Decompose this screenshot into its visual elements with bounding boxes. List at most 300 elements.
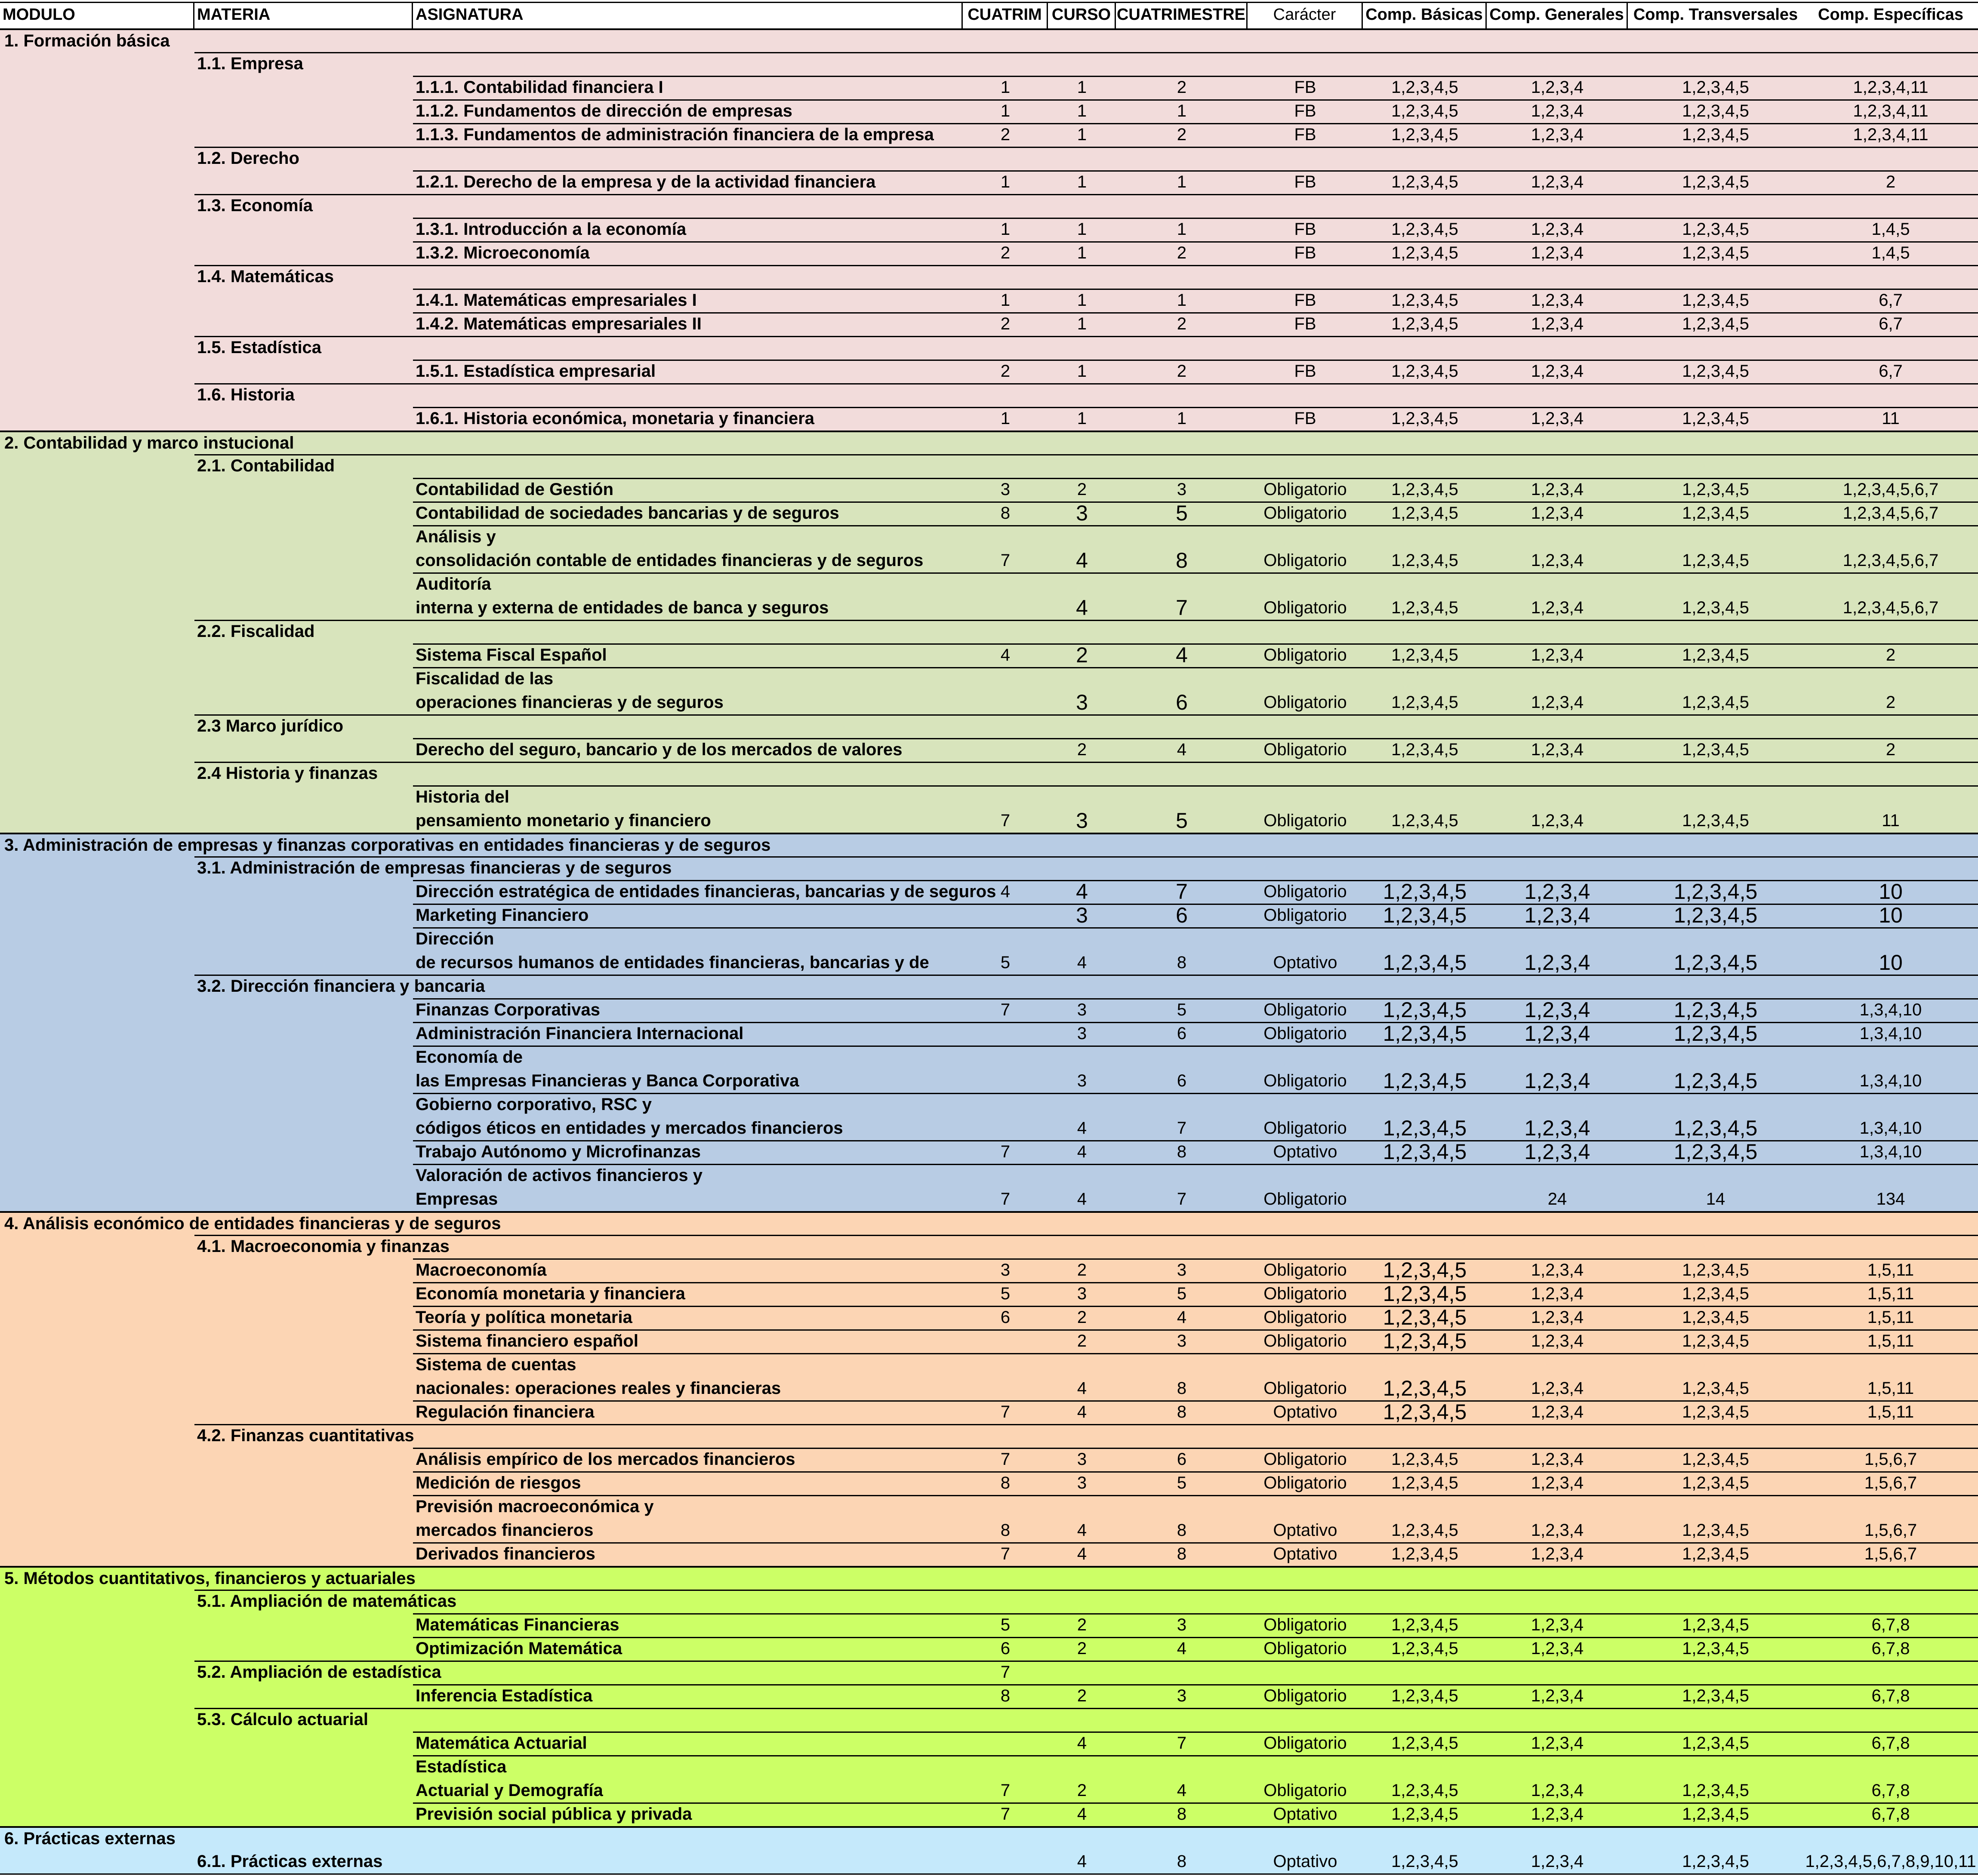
- cell-caracter[interactable]: FB: [1294, 243, 1316, 262]
- cell-cuatrim[interactable]: 2: [1000, 362, 1011, 381]
- cell-generales[interactable]: 1,2,3,4: [1531, 1544, 1584, 1563]
- cell-especificas[interactable]: 1,2,3,4,11: [1853, 101, 1929, 120]
- cell-curso[interactable]: 4: [1077, 1190, 1087, 1209]
- cell-especificas[interactable]: 2: [1886, 740, 1896, 759]
- col-cuatrimestre[interactable]: CUATRIMESTRE: [1116, 3, 1248, 30]
- col-cuatrim[interactable]: CUATRIM: [963, 3, 1048, 30]
- cell-cuatrim[interactable]: [963, 1116, 1048, 1140]
- cell-generales[interactable]: 1,2,3,4: [1531, 740, 1584, 759]
- cell-transversales[interactable]: 1,2,3,4,5: [1682, 314, 1749, 333]
- cell-caracter[interactable]: Obligatorio: [1263, 1686, 1347, 1705]
- cell-cuatrimestre[interactable]: 8: [1177, 1852, 1187, 1871]
- cell-basicas[interactable]: 1,2,3,4,5: [1391, 1686, 1458, 1705]
- cell-generales[interactable]: 1,2,3,4: [1531, 362, 1584, 381]
- cell-especificas[interactable]: 1,5,6,7: [1864, 1544, 1917, 1563]
- cell-cuatrimestre[interactable]: 2: [1177, 362, 1187, 381]
- cell-curso[interactable]: 1: [1077, 409, 1087, 428]
- cell-cuatrim[interactable]: 7: [1000, 1190, 1011, 1209]
- col-curso[interactable]: CURSO: [1048, 3, 1116, 30]
- cell-transversales[interactable]: 1,2,3,4,5: [1682, 243, 1749, 262]
- cell-basicas[interactable]: 1,2,3,4,5: [1391, 598, 1458, 617]
- cell-especificas[interactable]: 10: [1879, 950, 1903, 975]
- cell-cuatrim[interactable]: 7: [1000, 1544, 1011, 1563]
- cell-cuatrimestre[interactable]: 7: [1177, 1119, 1187, 1138]
- cell-basicas[interactable]: 1,2,3,4,5: [1391, 693, 1458, 712]
- cell-curso[interactable]: 1: [1077, 78, 1087, 97]
- cell-cuatrimestre[interactable]: 1: [1177, 101, 1187, 120]
- cell-cuatrimestre[interactable]: 4: [1177, 1639, 1187, 1658]
- cell-generales[interactable]: 1,2,3,4: [1531, 1615, 1584, 1634]
- cell-curso[interactable]: 3: [1077, 1000, 1087, 1019]
- cell-cuatrimestre[interactable]: 7: [1177, 1190, 1187, 1209]
- cell-curso[interactable]: 1: [1077, 220, 1087, 239]
- cell-caracter[interactable]: Optativo: [1273, 1805, 1337, 1824]
- cell-curso[interactable]: 4: [1077, 1734, 1087, 1753]
- cell-basicas[interactable]: 1,2,3,4,5: [1391, 1544, 1458, 1563]
- cell-caracter[interactable]: FB: [1294, 409, 1316, 428]
- cell-transversales[interactable]: 1,2,3,4,5: [1673, 1116, 1758, 1140]
- cell-generales[interactable]: 1,2,3,4: [1524, 1069, 1590, 1093]
- cell-cuatrim[interactable]: 2: [1000, 314, 1011, 333]
- cell-basicas[interactable]: 1,2,3,4,5: [1391, 740, 1458, 759]
- cell-curso[interactable]: 2: [1077, 1332, 1087, 1350]
- cell-cuatrimestre[interactable]: 1: [1177, 409, 1187, 428]
- cell-transversales[interactable]: 1,2,3,4,5: [1682, 172, 1749, 191]
- cell-transversales[interactable]: 1,2,3,4,5: [1673, 950, 1758, 975]
- cell-cuatrim[interactable]: [963, 1329, 1048, 1353]
- cell-caracter[interactable]: Obligatorio: [1263, 551, 1347, 570]
- cell-cuatrimestre[interactable]: 3: [1177, 480, 1187, 499]
- cell-basicas[interactable]: 1,2,3,4,5: [1391, 314, 1458, 333]
- cell-transversales[interactable]: 1,2,3,4,5: [1673, 880, 1758, 904]
- cell-cuatrimestre[interactable]: 7: [1177, 1734, 1187, 1753]
- cell-cuatrim[interactable]: 7: [1000, 1402, 1011, 1421]
- cell-curso[interactable]: 1: [1077, 314, 1087, 333]
- cell-cuatrim[interactable]: 3: [1000, 480, 1011, 499]
- cell-cuatrim[interactable]: 1: [1000, 291, 1011, 310]
- cell-curso[interactable]: 4: [1077, 1402, 1087, 1421]
- cell-especificas[interactable]: 6,7,8: [1871, 1686, 1910, 1705]
- cell-especificas[interactable]: 1,2,3,4,11: [1853, 78, 1929, 97]
- cell-generales[interactable]: 1,2,3,4: [1531, 243, 1584, 262]
- cell-curso[interactable]: 3: [1076, 501, 1088, 525]
- cell-caracter[interactable]: Obligatorio: [1263, 1000, 1347, 1019]
- cell-cuatrimestre[interactable]: 6: [1177, 1024, 1187, 1043]
- cell-generales[interactable]: 1,2,3,4: [1531, 1805, 1584, 1824]
- cell-transversales[interactable]: 1,2,3,4,5: [1682, 409, 1749, 428]
- cell-transversales[interactable]: 1,2,3,4,5: [1682, 1852, 1749, 1871]
- cell-caracter[interactable]: Obligatorio: [1263, 1071, 1347, 1090]
- cell-generales[interactable]: 1,2,3,4: [1531, 1639, 1584, 1658]
- cell-especificas[interactable]: 1,5,6,7: [1864, 1473, 1917, 1492]
- cell-transversales[interactable]: 1,2,3,4,5: [1682, 1332, 1749, 1350]
- cell-basicas[interactable]: 1,2,3,4,5: [1391, 1639, 1458, 1658]
- cell-transversales[interactable]: 1,2,3,4,5: [1682, 1450, 1749, 1469]
- cell-caracter[interactable]: Obligatorio: [1263, 1639, 1347, 1658]
- cell-cuatrimestre[interactable]: 4: [1177, 740, 1187, 759]
- cell-especificas[interactable]: 6,7: [1879, 291, 1903, 310]
- cell-basicas[interactable]: 1,2,3,4,5: [1383, 1282, 1467, 1306]
- cell-cuatrim[interactable]: 8: [1000, 504, 1011, 523]
- cell-generales[interactable]: 1,2,3,4: [1531, 1379, 1584, 1398]
- cell-generales[interactable]: 1,2,3,4: [1531, 693, 1584, 712]
- col-modulo[interactable]: MODULO: [0, 3, 194, 30]
- cell-transversales[interactable]: 1,2,3,4,5: [1673, 1021, 1758, 1046]
- cell-curso[interactable]: 1: [1077, 362, 1087, 381]
- cell-transversales[interactable]: 1,2,3,4,5: [1682, 1379, 1749, 1398]
- cell-cuatrim[interactable]: 5: [1000, 953, 1011, 972]
- cell-basicas[interactable]: 1,2,3,4,5: [1383, 1305, 1467, 1329]
- cell-caracter[interactable]: Obligatorio: [1263, 1734, 1347, 1753]
- cell-especificas[interactable]: 1,5,11: [1867, 1284, 1914, 1303]
- cell-cuatrim[interactable]: 4: [1000, 882, 1011, 901]
- cell-cuatrimestre[interactable]: 6: [1177, 1071, 1187, 1090]
- cell-caracter[interactable]: Optativo: [1273, 1402, 1337, 1421]
- cell-basicas[interactable]: 1,2,3,4,5: [1383, 1400, 1467, 1424]
- cell-generales[interactable]: 24: [1547, 1190, 1567, 1209]
- cell-cuatrim[interactable]: 7: [1000, 1142, 1011, 1161]
- cell-caracter[interactable]: Optativo: [1273, 1544, 1337, 1563]
- cell-cuatrim[interactable]: 1: [1000, 409, 1011, 428]
- cell-curso[interactable]: 4: [1077, 1119, 1087, 1138]
- cell-generales[interactable]: 1,2,3,4: [1531, 1284, 1584, 1303]
- cell-transversales[interactable]: 1,2,3,4,5: [1682, 598, 1749, 617]
- cell-transversales[interactable]: 1,2,3,4,5: [1682, 811, 1749, 830]
- cell-especificas[interactable]: 6,7: [1879, 314, 1903, 333]
- cell-generales[interactable]: 1,2,3,4: [1531, 1852, 1584, 1871]
- cell-caracter[interactable]: Obligatorio: [1263, 1308, 1347, 1327]
- cell-especificas[interactable]: 1,2,3,4,5,6,7: [1842, 504, 1939, 523]
- cell-cuatrim[interactable]: 2: [1000, 125, 1011, 144]
- cell-especificas[interactable]: 6,7,8: [1871, 1781, 1910, 1800]
- cell-especificas[interactable]: 1,5,6,7: [1864, 1450, 1917, 1469]
- cell-basicas[interactable]: [1363, 1187, 1487, 1211]
- cell-transversales[interactable]: 1,2,3,4,5: [1673, 903, 1758, 927]
- cell-cuatrim[interactable]: 7: [1000, 1450, 1011, 1469]
- cell-cuatrimestre[interactable]: 1: [1177, 220, 1187, 239]
- cell-generales[interactable]: 1,2,3,4: [1531, 1521, 1584, 1540]
- cell-curso[interactable]: 3: [1076, 809, 1088, 833]
- cell-generales[interactable]: 1,2,3,4: [1531, 220, 1584, 239]
- cell-especificas[interactable]: 1,3,4,10: [1859, 1142, 1922, 1161]
- cell-cuatrimestre[interactable]: 6: [1176, 690, 1188, 714]
- cell-caracter[interactable]: Obligatorio: [1263, 1119, 1347, 1138]
- cell-generales[interactable]: 1,2,3,4: [1531, 1686, 1584, 1705]
- cell-cuatrim[interactable]: 6: [1000, 1308, 1011, 1327]
- cell-curso[interactable]: 1: [1077, 291, 1087, 310]
- cell-curso[interactable]: 4: [1077, 1142, 1087, 1161]
- cell-especificas[interactable]: 1,2,3,4,5,6,7: [1842, 551, 1939, 570]
- cell-transversales[interactable]: 1,2,3,4,5: [1682, 1615, 1749, 1634]
- cell-especificas[interactable]: 1,5,11: [1867, 1261, 1914, 1279]
- cell-caracter[interactable]: FB: [1294, 78, 1316, 97]
- cell-basicas[interactable]: 1,2,3,4,5: [1391, 1450, 1458, 1469]
- cell-caracter[interactable]: Obligatorio: [1263, 1332, 1347, 1350]
- cell-curso[interactable]: 4: [1077, 1805, 1087, 1824]
- cell-especificas[interactable]: 1,5,11: [1867, 1402, 1914, 1421]
- cell-especificas[interactable]: 134: [1876, 1190, 1905, 1209]
- cell-curso[interactable]: 3: [1076, 690, 1088, 714]
- cell-especificas[interactable]: 2: [1886, 172, 1896, 191]
- cell-cuatrimestre[interactable]: 8: [1176, 548, 1188, 572]
- cell-curso[interactable]: 2: [1077, 1615, 1087, 1634]
- cell-especificas[interactable]: 2: [1886, 646, 1896, 664]
- cell-caracter[interactable]: FB: [1294, 362, 1316, 381]
- cell-basicas[interactable]: 1,2,3,4,5: [1391, 811, 1458, 830]
- cell-generales[interactable]: 1,2,3,4: [1531, 504, 1584, 523]
- cell-cuatrimestre[interactable]: 8: [1177, 953, 1187, 972]
- cell-curso[interactable]: 4: [1077, 1379, 1087, 1398]
- cell-cuatrim[interactable]: 8: [1000, 1686, 1011, 1705]
- cell-generales[interactable]: 1,2,3,4: [1524, 998, 1590, 1022]
- cell-transversales[interactable]: 1,2,3,4,5: [1682, 646, 1749, 664]
- cell-curso[interactable]: 4: [1077, 1521, 1087, 1540]
- cell-generales[interactable]: 1,2,3,4: [1531, 78, 1584, 97]
- cell-cuatrimestre[interactable]: 1: [1177, 172, 1187, 191]
- cell-basicas[interactable]: 1,2,3,4,5: [1391, 1734, 1458, 1753]
- cell-curso[interactable]: 2: [1077, 1639, 1087, 1658]
- cell-transversales[interactable]: 1,2,3,4,5: [1682, 1284, 1749, 1303]
- cell-cuatrimestre[interactable]: 8: [1177, 1521, 1187, 1540]
- cell-transversales[interactable]: 1,2,3,4,5: [1682, 1639, 1749, 1658]
- cell-transversales[interactable]: 1,2,3,4,5: [1682, 1521, 1749, 1540]
- cell-cuatrim[interactable]: [963, 1069, 1048, 1093]
- cell-caracter[interactable]: Obligatorio: [1263, 1781, 1347, 1800]
- cell-caracter[interactable]: Optativo: [1273, 1521, 1337, 1540]
- cell-cuatrim[interactable]: 1: [1000, 78, 1011, 97]
- cell-cuatrimestre[interactable]: 8: [1177, 1379, 1187, 1398]
- cell-transversales[interactable]: 1,2,3,4,5: [1682, 693, 1749, 712]
- cell-curso[interactable]: 3: [1077, 1071, 1087, 1090]
- cell-transversales[interactable]: 1,2,3,4,5: [1682, 504, 1749, 523]
- cell-transversales[interactable]: 1,2,3,4,5: [1682, 1781, 1749, 1800]
- cell-especificas[interactable]: 1,3,4,10: [1859, 1000, 1922, 1019]
- cell-cuatrimestre[interactable]: 2: [1177, 243, 1187, 262]
- cell-especificas[interactable]: 1,4,5: [1871, 243, 1910, 262]
- cell-cuatrim[interactable]: 7: [1000, 811, 1011, 830]
- cell-curso[interactable]: 2: [1077, 1686, 1087, 1705]
- cell-caracter[interactable]: Obligatorio: [1263, 646, 1347, 664]
- cell-generales[interactable]: 1,2,3,4: [1531, 1402, 1584, 1421]
- cell-transversales[interactable]: 1,2,3,4,5: [1682, 551, 1749, 570]
- cell-transversales[interactable]: 1,2,3,4,5: [1682, 220, 1749, 239]
- cell-especificas[interactable]: 1,2,3,4,11: [1853, 125, 1929, 144]
- cell-caracter[interactable]: FB: [1294, 220, 1316, 239]
- cell-cuatrimestre[interactable]: 8: [1177, 1142, 1187, 1161]
- cell-especificas[interactable]: 6,7,8: [1871, 1805, 1910, 1824]
- cell-especificas[interactable]: 11: [1882, 811, 1900, 830]
- cell-generales[interactable]: 1,2,3,4: [1531, 1332, 1584, 1350]
- cell-transversales[interactable]: 1,2,3,4,5: [1682, 125, 1749, 144]
- cell-cuatrimestre[interactable]: 2: [1177, 78, 1187, 97]
- cell-curso[interactable]: 2: [1076, 643, 1088, 667]
- cell-generales[interactable]: 1,2,3,4: [1524, 880, 1590, 904]
- cell-cuatrimestre[interactable]: 8: [1177, 1402, 1187, 1421]
- cell-transversales[interactable]: 1,2,3,4,5: [1682, 740, 1749, 759]
- cell-caracter[interactable]: Obligatorio: [1263, 598, 1347, 617]
- cell-cuatrim[interactable]: 5: [1000, 1284, 1011, 1303]
- cell-caracter[interactable]: FB: [1294, 125, 1316, 144]
- cell-transversales[interactable]: 1,2,3,4,5: [1673, 998, 1758, 1022]
- cell-basicas[interactable]: 1,2,3,4,5: [1391, 1615, 1458, 1634]
- cell-cuatrim[interactable]: [963, 1731, 1048, 1755]
- cell-cuatrim[interactable]: [963, 691, 1048, 714]
- cell-caracter[interactable]: Obligatorio: [1263, 1450, 1347, 1469]
- cell-cuatrimestre[interactable]: 2: [1177, 125, 1187, 144]
- cell-cuatrim[interactable]: [963, 1022, 1048, 1046]
- cell-transversales[interactable]: 1,2,3,4,5: [1682, 1805, 1749, 1824]
- cell-transversales[interactable]: 1,2,3,4,5: [1682, 78, 1749, 97]
- cell-basicas[interactable]: 1,2,3,4,5: [1391, 1473, 1458, 1492]
- cell-especificas[interactable]: 6,7,8: [1871, 1615, 1910, 1634]
- cell-curso[interactable]: 3: [1077, 1024, 1087, 1043]
- cell-caracter[interactable]: FB: [1294, 101, 1316, 120]
- col-caracter[interactable]: Carácter: [1248, 3, 1363, 30]
- cell-transversales[interactable]: 1,2,3,4,5: [1682, 362, 1749, 381]
- cell-generales[interactable]: 1,2,3,4: [1524, 1140, 1590, 1164]
- cell-transversales[interactable]: 1,2,3,4,5: [1682, 1544, 1749, 1563]
- cell-basicas[interactable]: 1,2,3,4,5: [1383, 1376, 1467, 1400]
- cell-cuatrim[interactable]: 4: [1000, 646, 1011, 664]
- cell-generales[interactable]: 1,2,3,4: [1531, 1450, 1584, 1469]
- cell-cuatrim[interactable]: 8: [1000, 1521, 1011, 1540]
- cell-especificas[interactable]: 1,2,3,4,5,6,7,8,9,10,11: [1805, 1852, 1976, 1871]
- cell-generales[interactable]: 1,2,3,4: [1531, 480, 1584, 499]
- cell-caracter[interactable]: FB: [1294, 314, 1316, 333]
- cell-cuatrim[interactable]: 2: [1000, 243, 1011, 262]
- col-asignatura[interactable]: ASIGNATURA: [413, 3, 963, 30]
- cell-curso[interactable]: 4: [1076, 880, 1088, 904]
- cell-generales[interactable]: 1,2,3,4: [1531, 314, 1584, 333]
- cell-especificas[interactable]: 1,4,5: [1871, 220, 1910, 239]
- cell-basicas[interactable]: 1,2,3,4,5: [1391, 1805, 1458, 1824]
- cell-basicas[interactable]: 1,2,3,4,5: [1383, 1329, 1467, 1353]
- cell-basicas[interactable]: 1,2,3,4,5: [1391, 1781, 1458, 1800]
- cell-cuatrimestre[interactable]: 1: [1177, 291, 1187, 310]
- cell-caracter[interactable]: Obligatorio: [1263, 1261, 1347, 1279]
- cell-caracter[interactable]: Obligatorio: [1263, 1379, 1347, 1398]
- cell-transversales[interactable]: 1,2,3,4,5: [1682, 1261, 1749, 1279]
- cell-cuatrim[interactable]: 7: [1000, 551, 1011, 570]
- cell-cuatrimestre[interactable]: 3: [1177, 1615, 1187, 1634]
- col-comp-generales[interactable]: Comp. Generales: [1487, 3, 1628, 30]
- cell-caracter[interactable]: Obligatorio: [1263, 1024, 1347, 1043]
- cell-basicas[interactable]: 1,2,3,4,5: [1391, 1521, 1458, 1540]
- cell-basicas[interactable]: 1,2,3,4,5: [1391, 1852, 1458, 1871]
- cell-curso[interactable]: 2: [1077, 740, 1087, 759]
- col-comp-basicas[interactable]: Comp. Básicas: [1363, 3, 1487, 30]
- cell-cuatrimestre[interactable]: 6: [1177, 1450, 1187, 1469]
- cell-cuatrim[interactable]: 6: [1000, 1639, 1011, 1658]
- cell-especificas[interactable]: 1,5,11: [1867, 1379, 1914, 1398]
- cell-especificas[interactable]: 1,5,11: [1867, 1308, 1914, 1327]
- cell-generales[interactable]: 1,2,3,4: [1531, 1308, 1584, 1327]
- cell-caracter[interactable]: Obligatorio: [1263, 882, 1347, 901]
- cell-caracter[interactable]: Optativo: [1273, 953, 1337, 972]
- cell-caracter[interactable]: Obligatorio: [1263, 1190, 1347, 1209]
- cell-caracter[interactable]: Obligatorio: [1263, 811, 1347, 830]
- cell-transversales[interactable]: 1,2,3,4,5: [1682, 1473, 1749, 1492]
- cell-generales[interactable]: 1,2,3,4: [1531, 646, 1584, 664]
- cell-curso[interactable]: 1: [1077, 172, 1087, 191]
- cell-curso[interactable]: 4: [1077, 1852, 1087, 1871]
- cell-cuatrimestre[interactable]: 5: [1177, 1473, 1187, 1492]
- cell-basicas[interactable]: 1,2,3,4,5: [1391, 78, 1458, 97]
- cell-transversales[interactable]: 1,2,3,4,5: [1682, 1308, 1749, 1327]
- cell-cuatrimestre[interactable]: 7: [1176, 596, 1188, 620]
- cell-generales[interactable]: 1,2,3,4: [1531, 1781, 1584, 1800]
- cell-curso[interactable]: 1: [1077, 243, 1087, 262]
- cell-generales[interactable]: 1,2,3,4: [1531, 551, 1584, 570]
- cell-caracter[interactable]: Obligatorio: [1263, 1284, 1347, 1303]
- cell-caracter[interactable]: Optativo: [1273, 1852, 1337, 1871]
- cell-cuatrim[interactable]: [963, 1850, 1048, 1873]
- cell-cuatrimestre[interactable]: 4: [1177, 1781, 1187, 1800]
- cell-caracter[interactable]: FB: [1294, 172, 1316, 191]
- cell-cuatrimestre[interactable]: 2: [1177, 314, 1187, 333]
- cell-generales[interactable]: 1,2,3,4: [1531, 1261, 1584, 1279]
- cell-generales[interactable]: 1,2,3,4: [1524, 903, 1590, 927]
- cell-generales[interactable]: 1,2,3,4: [1531, 811, 1584, 830]
- cell-basicas[interactable]: 1,2,3,4,5: [1391, 243, 1458, 262]
- cell-especificas[interactable]: 10: [1879, 903, 1903, 927]
- cell-basicas[interactable]: 1,2,3,4,5: [1383, 1116, 1467, 1140]
- cell-cuatrimestre[interactable]: 5: [1177, 1284, 1187, 1303]
- cell-curso[interactable]: 4: [1077, 953, 1087, 972]
- cell-basicas[interactable]: 1,2,3,4,5: [1383, 880, 1467, 904]
- cell-curso[interactable]: 1: [1077, 101, 1087, 120]
- cell-cuatrim[interactable]: [963, 738, 1048, 762]
- cell-basicas[interactable]: 1,2,3,4,5: [1383, 1069, 1467, 1093]
- cell-especificas[interactable]: 6,7,8: [1871, 1639, 1910, 1658]
- cell-caracter[interactable]: FB: [1294, 291, 1316, 310]
- cell-cuatrim[interactable]: [963, 596, 1048, 620]
- cell-cuatrim[interactable]: 7: [1000, 1805, 1011, 1824]
- cell-especificas[interactable]: 1,3,4,10: [1859, 1071, 1922, 1090]
- cell-generales[interactable]: 1,2,3,4: [1531, 1473, 1584, 1492]
- cell-caracter[interactable]: Optativo: [1273, 1142, 1337, 1161]
- cell-transversales[interactable]: 1,2,3,4,5: [1682, 480, 1749, 499]
- cell-transversales[interactable]: 1,2,3,4,5: [1682, 1402, 1749, 1421]
- cell-generales[interactable]: 1,2,3,4: [1524, 950, 1590, 975]
- cell-generales[interactable]: 1,2,3,4: [1531, 1734, 1584, 1753]
- cell-basicas[interactable]: 1,2,3,4,5: [1391, 504, 1458, 523]
- cell-curso[interactable]: 2: [1077, 1781, 1087, 1800]
- cell-especificas[interactable]: 6,7,8: [1871, 1734, 1910, 1753]
- cell-cuatrim[interactable]: 5: [1000, 1615, 1011, 1634]
- cell-cuatrim[interactable]: 1: [1000, 172, 1011, 191]
- cell-generales[interactable]: 1,2,3,4: [1531, 409, 1584, 428]
- cell-basicas[interactable]: 1,2,3,4,5: [1383, 1258, 1467, 1282]
- cell-especificas[interactable]: 2: [1886, 693, 1896, 712]
- col-materia[interactable]: MATERIA: [194, 3, 413, 30]
- cell-transversales[interactable]: 1,2,3,4,5: [1673, 1140, 1758, 1164]
- cell-especificas[interactable]: 1,2,3,4,5,6,7: [1842, 598, 1939, 617]
- cell-cuatrimestre[interactable]: 3: [1177, 1332, 1187, 1350]
- cell-curso[interactable]: 3: [1077, 1450, 1087, 1469]
- cell-generales[interactable]: 1,2,3,4: [1531, 101, 1584, 120]
- cell-basicas[interactable]: 1,2,3,4,5: [1391, 172, 1458, 191]
- cell-basicas[interactable]: 1,2,3,4,5: [1391, 480, 1458, 499]
- cell-curso[interactable]: 4: [1076, 548, 1088, 572]
- col-comp-especificas[interactable]: Comp. Específicas: [1818, 6, 1963, 24]
- cell-curso[interactable]: 2: [1077, 1261, 1087, 1279]
- cell-generales[interactable]: 1,2,3,4: [1524, 1021, 1590, 1046]
- cell-cuatrim[interactable]: [963, 904, 1048, 927]
- cell-caracter[interactable]: Obligatorio: [1263, 480, 1347, 499]
- cell-basicas[interactable]: 1,2,3,4,5: [1383, 1021, 1467, 1046]
- col-comp-transversales[interactable]: Comp. Transversales: [1633, 6, 1798, 24]
